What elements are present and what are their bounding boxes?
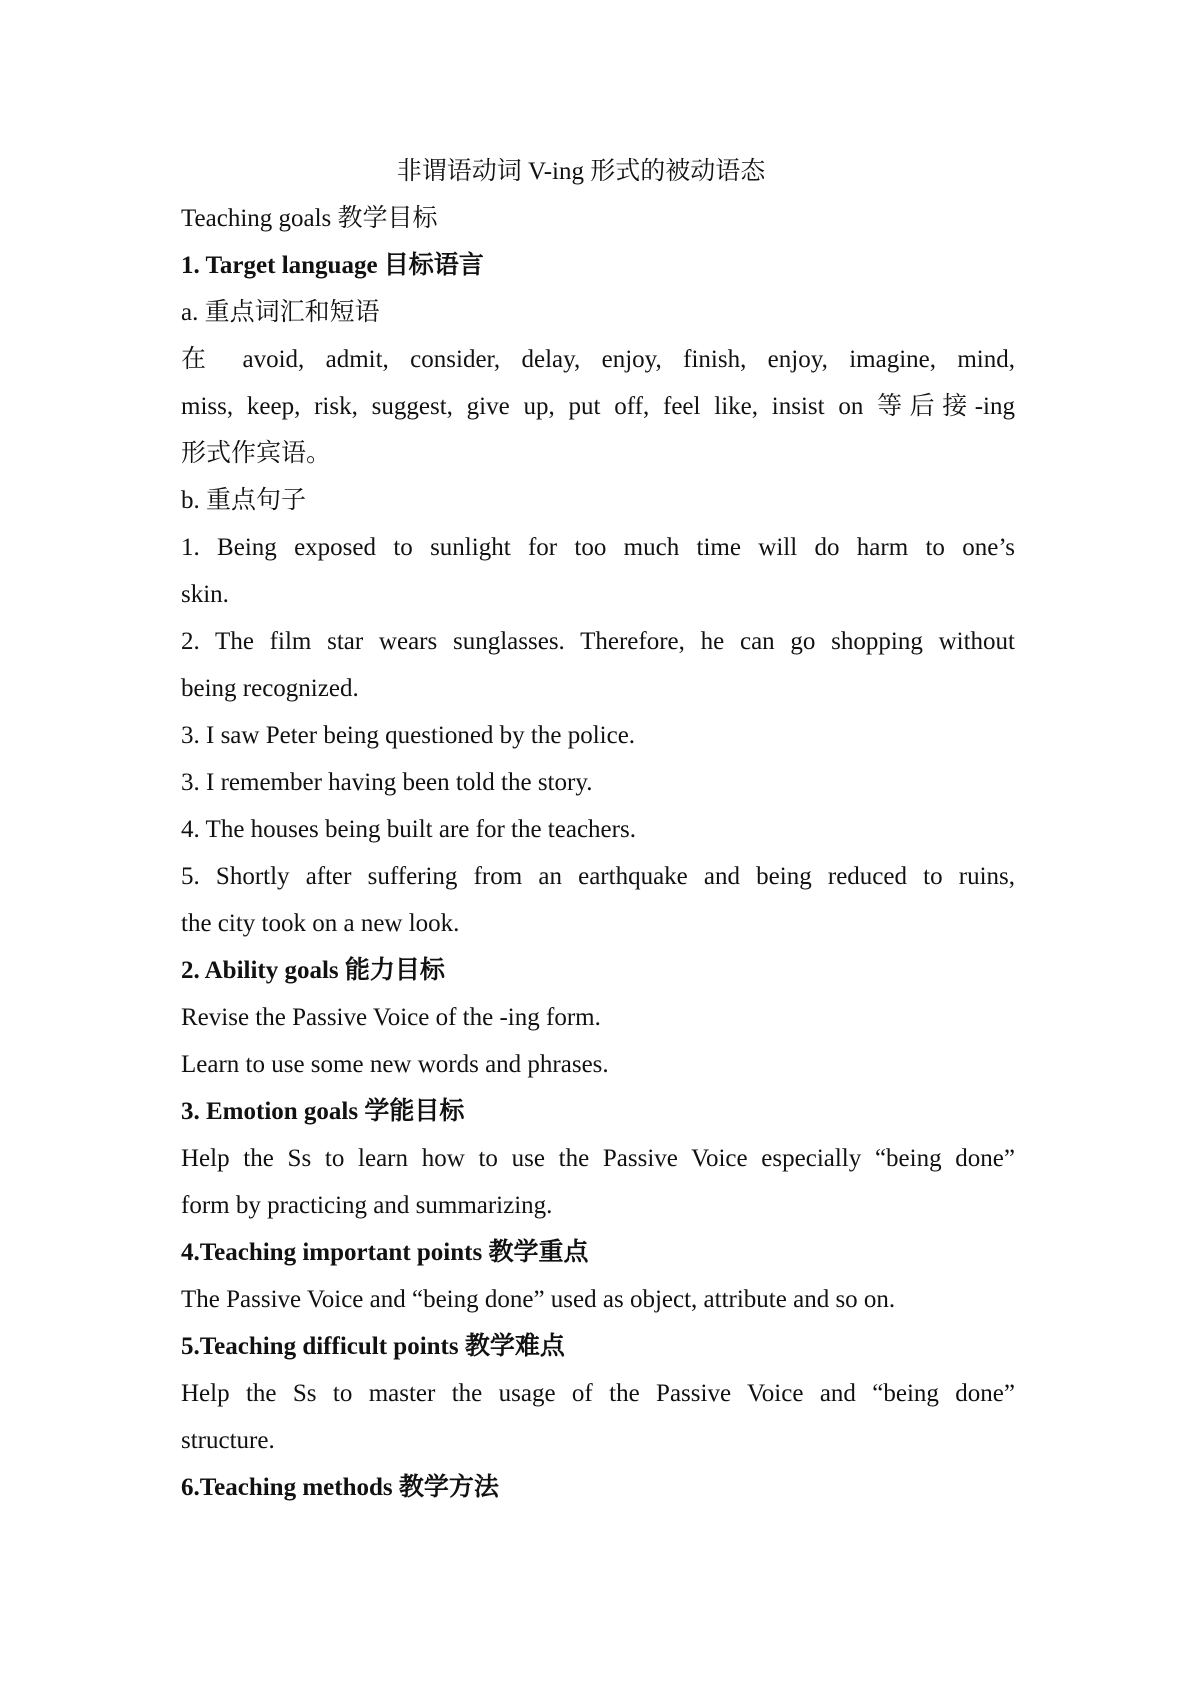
sentence-line: 5. Shortly after suffering from an earthquake and being reduced to ruins, [181, 863, 1015, 890]
sentence-line: 2. The film star wears sunglasses. Therefore, he can go shopping without [181, 628, 1015, 655]
section-heading-emotion-goals: 3. Emotion goals 学能目标 [181, 1098, 465, 1125]
body-text-line: Revise the Passive Voice of the -ing form. [181, 1004, 601, 1031]
section-heading-important-points: 4.Teaching important points 教学重点 [181, 1239, 589, 1266]
section-heading-teaching-methods: 6.Teaching methods 教学方法 [181, 1474, 499, 1501]
vocab-text-line: 形式作宾语。 [181, 440, 332, 467]
subheading-vocabulary: a. 重点词汇和短语 [181, 299, 380, 326]
body-text-line: Help the Ss to master the usage of the Passive Voice and “being done” [181, 1380, 1015, 1407]
sentence-line: 3. I saw Peter being questioned by the police. [181, 722, 636, 749]
sentence-line: being recognized. [181, 675, 359, 702]
sentence-line: 1. Being exposed to sunlight for too much time will do harm to one’s [181, 534, 1015, 561]
vocab-text-line: miss, keep, risk, suggest, give up, put off, feel like, insist on 等后接-ing [181, 393, 1015, 420]
section-heading-ability-goals: 2. Ability goals 能力目标 [181, 957, 445, 984]
sentence-line: the city took on a new look. [181, 910, 460, 937]
body-text-line: form by practicing and summarizing. [181, 1192, 553, 1219]
sentence-line: skin. [181, 581, 229, 608]
document-title: 非谓语动词 V-ing 形式的被动语态 [396, 158, 766, 185]
sentence-line: 4. The houses being built are for the teachers. [181, 816, 636, 843]
sentence-line: 3. I remember having been told the story. [181, 769, 593, 796]
teaching-goals-label: Teaching goals 教学目标 [181, 205, 438, 232]
vocab-text-line: 在 avoid, admit, consider, delay, enjoy, finish, enjoy, imagine, mind, [181, 346, 1015, 373]
section-heading-difficult-points: 5.Teaching difficult points 教学难点 [181, 1333, 565, 1360]
body-text-line: The Passive Voice and “being done” used as object, attribute and so on. [181, 1286, 896, 1313]
subheading-key-sentences: b. 重点句子 [181, 487, 307, 514]
document-body [181, 148, 1015, 1511]
section-heading-target-language: 1. Target language 目标语言 [181, 252, 484, 279]
body-text-line: structure. [181, 1427, 275, 1454]
body-text-line: Help the Ss to learn how to use the Passive Voice especially “being done” [181, 1145, 1015, 1172]
body-text-line: Learn to use some new words and phrases. [181, 1051, 609, 1078]
